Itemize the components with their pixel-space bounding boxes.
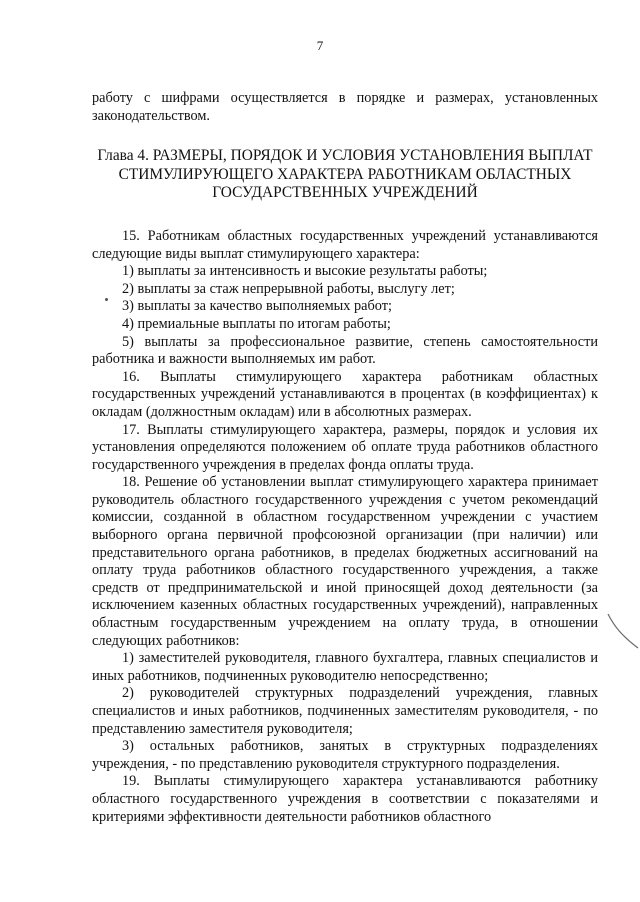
page-number: 7 [316,38,324,53]
list-item: 2) выплаты за стаж непрерывной работы, выслугу лет; [122,280,455,297]
paragraph-17: 17. Выплаты стимулирующего характера, размеры, порядок и условия их установления определяются положением об оплате труда работников областного государственного учреждения в пределах фонда оплаты труда. [92,421,598,473]
list-item: 3) остальных работников, занятых в структурных подразделениях учреждения, - по представлению руководителя структурного подразделения. [92,738,598,772]
list-item: 2) руководителей структурных подразделений учреждения, главных специалистов и иных работников, подчиненных заместителям руководителя, - по представлению заместителя руководителя; [92,685,598,737]
list-item: 4) премиальные выплаты по итогам работы; [122,315,391,332]
paragraph-18: 18. Решение об установлении выплат стимулирующего характера принимает руководитель областного государственного учреждения с учетом рекомендаций комиссии, созданной в областном государственном учреждении с участием выборного органа первичной профсоюзной организации (при наличии) или представительного органа работников, в пределах бюджетных ассигнований на оплату труда работников областного государственного учреждения, а также средств от предпринимательской и иной приносящей доход деятельности (за исключением казенных областных государственных учреждений), направленных областным государственным учреждением на оплату труда, в отношении следующих работников: [92,474,598,649]
paragraph-19: 19. Выплаты стимулирующего характера устанавливаются работнику областного государственного учреждения в соответствии с показателями и критериями эффективности деятельности работников областного [92,773,598,825]
list-item: 5) выплаты за профессиональное развитие, степень самостоятельности работника и важности выполняемых им работ. [92,333,598,368]
list-item: 1) выплаты за интенсивность и высокие результаты работы; [122,263,488,280]
intro-paragraph: работу с шифрами осуществляется в порядке и размерах, установленных законодательством. [92,90,598,124]
list-item: 3) выплаты за качество выполняемых работ; [122,298,392,315]
scan-pen-stroke [606,612,640,652]
document-body [92,90,598,826]
paragraph-15: 15. Работникам областных государственных учреждений устанавливаются следующие виды выплат стимулирующего характера: [92,227,598,262]
chapter-heading: Глава 4. РАЗМЕРЫ, ПОРЯДОК И УСЛОВИЯ УСТАНОВЛЕНИЯ ВЫПЛАТ СТИМУЛИРУЮЩЕГО ХАРАКТЕРА РАБОТНИКАМ ОБЛАСТНЫХ ГОСУДАРСТВЕННЫХ УЧРЕЖДЕНИЙ [97,147,593,202]
list-item: 1) заместителей руководителя, главного бухгалтера, главных специалистов и иных работников, подчиненных руководителю непосредственно; [92,650,598,684]
paragraph-16: 16. Выплаты стимулирующего характера работникам областных государственных учреждений устанавливаются в процентах (в коэффициентах) к окладам (должностным окладам) или в абсолютных размерах. [92,368,598,420]
